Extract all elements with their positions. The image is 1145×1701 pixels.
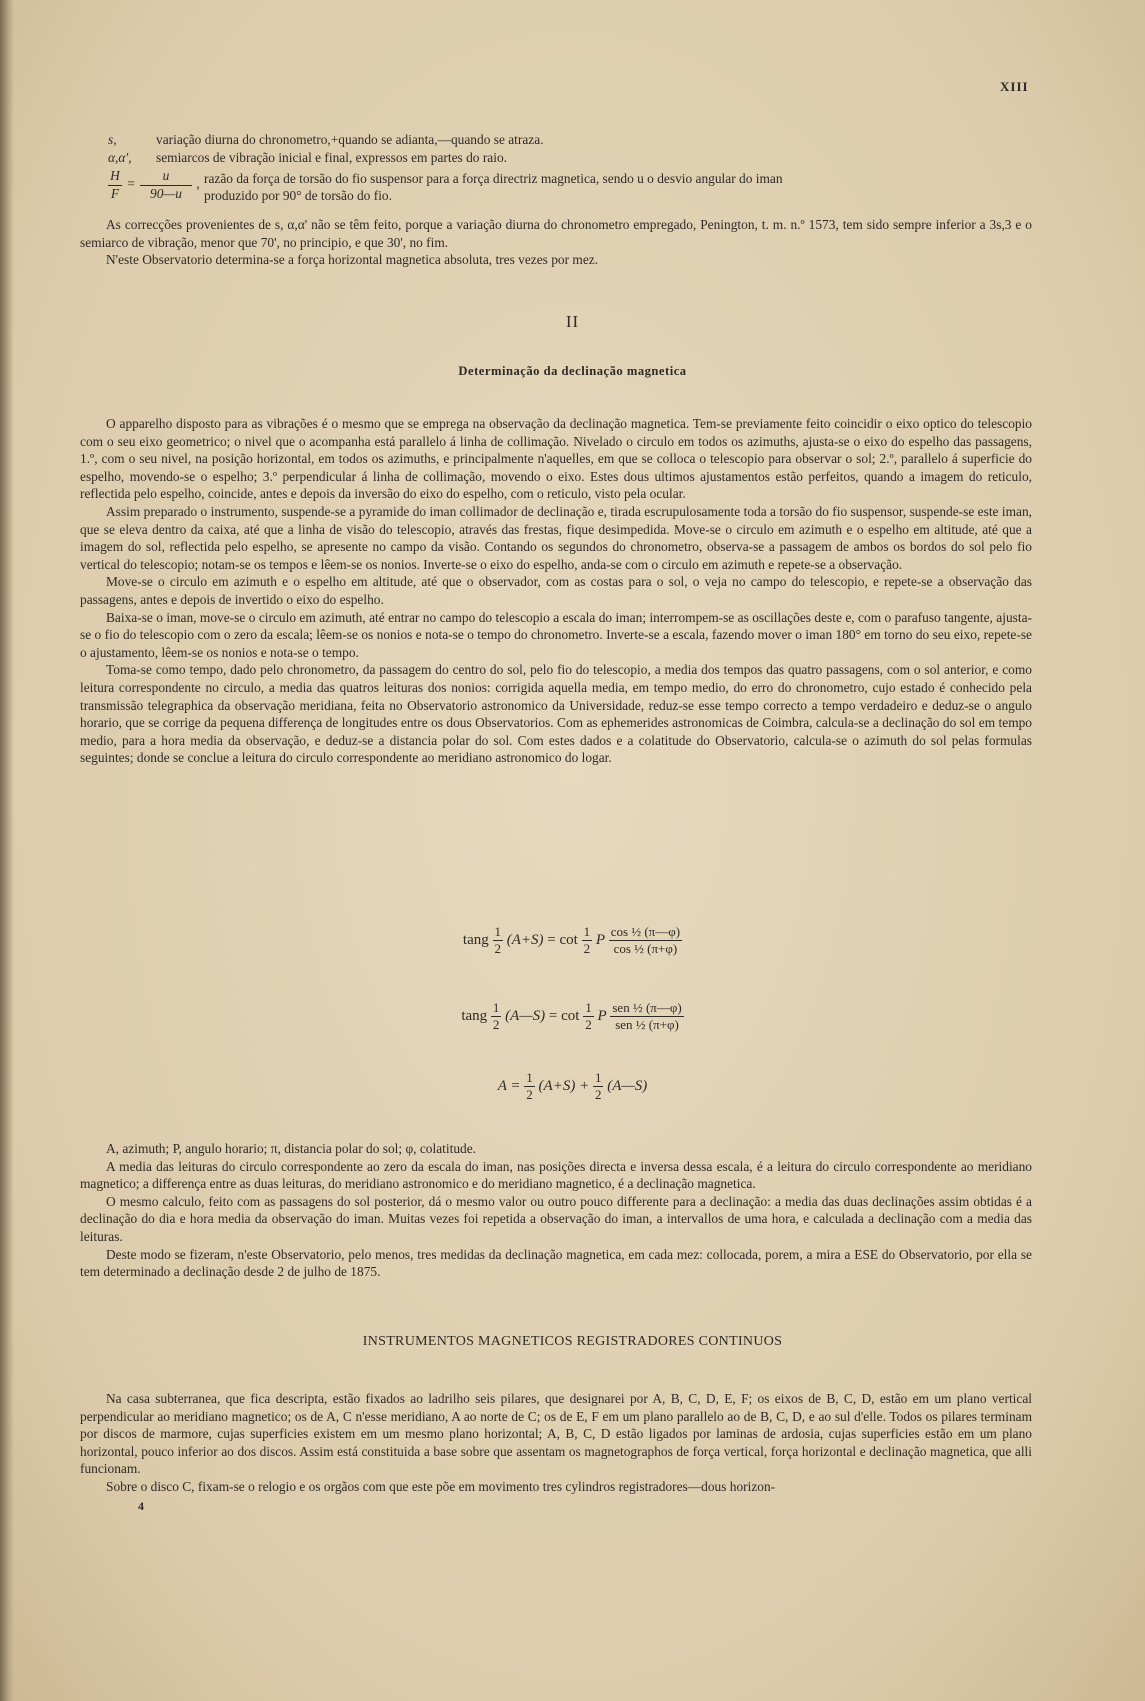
fraction-rhs-numerator: u [162, 168, 170, 183]
paragraph: N'este Observatorio determina-se a força horizontal magnetica absoluta, tres vezes por mez. [106, 252, 599, 267]
formula-tang-difference [0, 1000, 1145, 1033]
formula-p: P [595, 931, 605, 948]
formula-half-fraction: $\frac{1}{2}$ [492, 1000, 500, 1032]
formula-equals: = cot [547, 931, 578, 948]
paragraph: Move-se o circulo em azimuth e o espelho em altitude, até que o observador, com as costas para o sol, o veja no campo do telescopio, e repete-se a observação das passagens, antes e depois de invertido o eixo do espelho. [80, 574, 1032, 607]
intro-paragraphs [80, 216, 1032, 269]
instruments-heading: INSTRUMENTOS MAGNETICOS REGISTRADORES CONTINUOS [362, 1334, 783, 1349]
symbol-definitions [108, 131, 1038, 203]
formula-legend: A, azimuth; P, angulo horario; π, distancia polar do sol; φ, colatitude. [106, 1141, 477, 1156]
paragraph: Toma-se como tempo, dado pelo chronometro, da passagem do centro do sol, pelo fio do telescopio, a media dos tempos das quatro passagens, com o sol anterior, e como leitura correspondente no circulo, a media das quatros leituras dos nonios: corrigida aquella media, em tempo medio, do erro do chronometro, cujo estado é conhecido pela transmissão telegraphica da observação meridiana, feita no Observatorio astronomico da Universidade, reduz-se esse tempo correcto a tempo verdadeiro e deduz-se o angulo horario, que se corrige da pequena differença de longitudes entre os dous Observatorios. Com as ephemerides astronomicas de Coimbra, calcula-se a declinação do sol em tempo medio, para a hora media da observação, e deduz-se a distancia polar do sol. Com estes dados e a colatitude do Observatorio, calcula-se o azimuth do sol pelas formulas seguintes; donde se conclue a leitura do circulo correspondente ao meridiano astronomico do logar. [80, 662, 1032, 766]
printer-signature: 4 [138, 1498, 144, 1513]
formula-lhs: A = [497, 1077, 521, 1094]
formula-tang-sum [0, 924, 1145, 957]
formula-term: (A+S) + [538, 1077, 590, 1094]
paragraph: A media das leituras do circulo correspondente ao zero da escala do iman, nas posições directa e inversa dessa escala, é a leitura do circulo correspondente ao meridiano magnetico; a differença entre as duas leituras, do meridiano astronomico e do meridiano magnetico, é a declinação magnetica. [80, 1158, 1032, 1192]
paragraph: Sobre o disco C, fixam-se o relogio e os orgãos com que este põe em movimento tres cylindros registradores—dous horizon- [106, 1478, 776, 1494]
fraction-description-line: razão da força de torsão do fio suspensor para a força directriz magnetica, sendo u o desvio angular do iman [204, 171, 783, 186]
formula-half-fraction: $\frac{1}{2}$ [583, 924, 591, 956]
section-title: Determinação da declinação magnetica [458, 364, 687, 378]
fraction-definition [108, 167, 1038, 203]
formula-function: tang [462, 931, 489, 948]
page-binding-shadow [0, 0, 14, 1701]
fraction-description [204, 167, 1044, 204]
formula-half-fraction: $\frac{1}{2}$ [594, 1070, 602, 1102]
paragraph: Assim preparado o instrumento, suspende-se a pyramide do iman collimador de declinação e, tirada escrupulosamente toda a torsão do fio suspensor, suspende-se este iman, que se eleva dentro da caixa, até que a linha de visão do telescopio, através das frestas, fique desimpedida. Move-se o circulo em azimuth e o espelho em altitude, até que a imagem do sol, reflectida pelo espelho, se apresente no campo da visão. Contando os segundos do chronometro, observa-se a passagem de ambos os bordos do sol pelo fio vertical do telescopio; notam-se os tempos e lêem-se os nonios. Inverte-se o eixo do espelho, anda-se com o circulo em azimuth e repete-se a observação. [80, 503, 1032, 572]
fraction-lhs-denominator: F [110, 186, 120, 201]
page-number: XIII [1000, 79, 1029, 94]
section-body [80, 415, 1032, 767]
fraction-comma: , [196, 176, 200, 191]
paragraph: Na casa subterranea, que fica descripta, estão fixados ao ladrilho seis pilares, que designarei por A, B, C, D, E, F; os eixos de B, C, D, estão em um plano vertical perpendicular ao meridiano magnetico; os de A, C n'esse meridiano, A ao norte de C; os de E, F em um plano parallelo ao de B, C, D, e ao sul d'elle. Todos os pilares terminam por discos de marmore, cujas superficies existem em um mesmo plano horizontal; A, B, C, D estão ligados por laminas de ardosia, cujas superficies estão em um plano horizontal, pouco inferior ao dos discos. Assim está constituida a base sobre que assentam os magnetographos de força vertical, força horizontal e declinação magnetica, que alli funcionam. [80, 1391, 1032, 1477]
definition-row [108, 131, 1038, 149]
section-number: II [565, 312, 580, 331]
formula-azimuth [0, 1070, 1145, 1103]
formula-function: tang [461, 1007, 488, 1024]
formula-p: P [597, 1007, 607, 1024]
fraction-rhs-denominator: 90—u [150, 186, 182, 201]
paragraph: Deste modo se fizeram, n'este Observatorio, pelo menos, tres medidas da declinação magnetica, em cada mez: collocada, porem, a mira a ESE do Observatorio, por ella se tem determinado a declinação desde 2 de julho de 1875. [80, 1246, 1032, 1280]
definition-text: variação diurna do chronometro,+quando se adianta,—quando se atraza. [156, 132, 544, 147]
definition-text: semiarcos de vibração inicial e final, expressos em partes do raio. [156, 149, 508, 165]
paragraph: As correcções provenientes de s, α,α' não se têm feito, porque a variação diurna do chronometro empregado, Penington, t. m. n.º 1573, tem sido sempre inferior a 3s,3 e o semiarco de vibração, menor que 70', no principio, e que 30', no fim. [80, 217, 1032, 250]
formula-argument: (A—S) [505, 1007, 546, 1024]
formula-ratio: sen ½ (π—φ) sen ½ (π+φ) [612, 1000, 682, 1032]
definition-row [108, 149, 1038, 167]
definition-symbol: s, [108, 132, 117, 147]
paragraph: O mesmo calculo, feito com as passagens do sol posterior, dá o mesmo valor ou outro pouco differente para a declinação: a media das duas declinações assim obtidas é a declinação do dia e hora media da observação do iman. Muitas vezes foi repetida a observação do iman, a intervallos de uma hora, e calculada a declinação com a media das leituras. [80, 1193, 1032, 1244]
formula-argument: (A+S) [506, 931, 544, 948]
definition-symbol: α,α', [108, 149, 132, 165]
paragraph: O apparelho disposto para as vibrações é o mesmo que se emprega na observação da declinação magnetica. Tem-se previamente feito coincidir o eixo optico do telescopio com o seu eixo geometrico; o nivel que o acompanha está parallelo á linha de collimação. Nivelado o circulo em todos os azimuths, ajusta-se o eixo do espelho das passagens, 1.º, com o seu nivel, na posição horizontal, em todos os azimuths, e principalmente n'aquelles, em que se colloca o telescopio para observar o sol; 2.º, parallelo á superficie do espelho, movendo-se o espelho; 3.º perpendicular á linha de collimação, movendo o eixo. Estes dous ultimos ajustamentos estão perfeitos, quando a imagem do reticulo, reflectida pelo espelho, coincide, antes e depois da inversão do eixo do espelho, com o reticulo, visto pela ocular. [80, 416, 1032, 502]
formula-half-fraction: $\frac{1}{2}$ [526, 1070, 533, 1102]
formula-half-fraction: $\frac{1}{2}$ [494, 924, 501, 956]
fraction-equals: = [127, 176, 135, 191]
formula-equals: = cot [548, 1007, 580, 1024]
instruments-body [80, 1390, 1032, 1513]
formula-ratio: $\frac{\text{cos ½ (π—φ)}}{\text{cos ½ (π+φ)}}$ [610, 924, 681, 956]
formula-half-fraction: $\frac{1}{2}$ [585, 1000, 592, 1032]
paragraph: Baixa-se o iman, move-se o circulo em azimuth, até entrar no campo do telescopio a escala do iman; interrompem-se as oscillações deste e, com o parafuso tangente, ajusta-se o fio do telescopio com o zero da escala; lêem-se os nonios e nota-se o tempo do chronometro. Inverte-se a escala, fazendo mover o iman 180° em torno do seu eixo, repete-se o ajustamento, lêem-se os nonios e nota-se o tempo. [80, 609, 1032, 660]
fraction-lhs-numerator: H [110, 168, 120, 183]
formula-term: (A—S) [607, 1077, 648, 1094]
formula-legend-and-notes [80, 1140, 1032, 1281]
fraction-description-line: produzido por 90° de torsão do fio. [204, 187, 392, 203]
